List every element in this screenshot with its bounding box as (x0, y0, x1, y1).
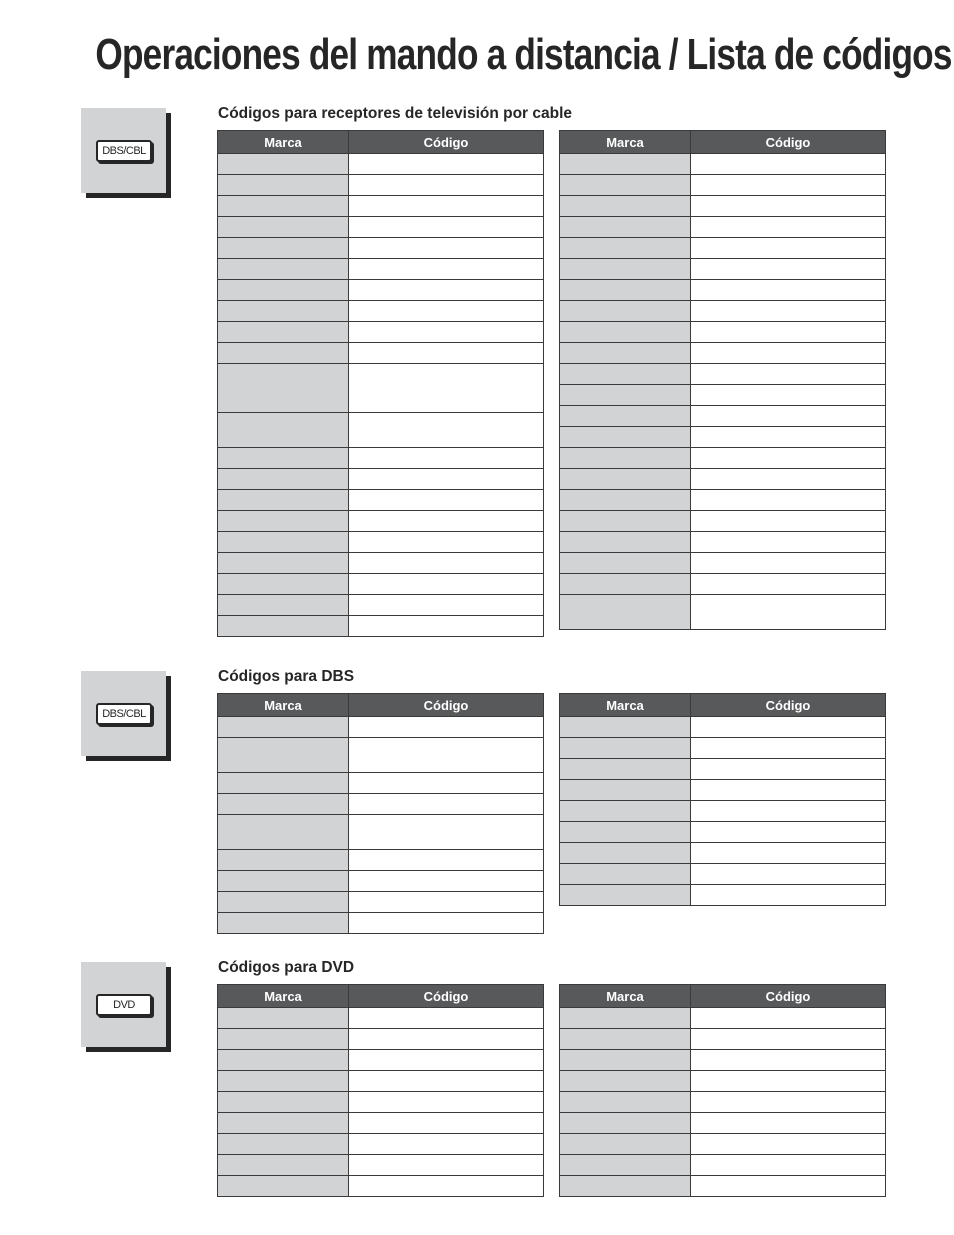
code-cell (349, 448, 544, 469)
dbs-cbl-button-icon (81, 108, 166, 193)
brand-cell (218, 364, 349, 413)
code-cell (349, 469, 544, 490)
brand-cell (560, 469, 691, 490)
table-row (560, 738, 886, 759)
code-cell (349, 490, 544, 511)
code-cell (349, 616, 544, 637)
code-cell (691, 1029, 886, 1050)
code-cell (691, 175, 886, 196)
brand-cell (560, 1050, 691, 1071)
code-cell (691, 301, 886, 322)
brand-cell (560, 385, 691, 406)
brand-cell (560, 574, 691, 595)
code-cell (349, 511, 544, 532)
code-cell (691, 511, 886, 532)
dbs-cbl-button-icon (81, 671, 166, 756)
column-header-brand: Marca (218, 131, 349, 154)
table-row (560, 448, 886, 469)
table-row (218, 490, 544, 511)
table-row (560, 1092, 886, 1113)
brand-cell (560, 1029, 691, 1050)
code-cell (691, 843, 886, 864)
brand-cell (560, 448, 691, 469)
brand-cell (218, 1092, 349, 1113)
table-row (218, 1134, 544, 1155)
table-row (218, 1008, 544, 1029)
code-cell (349, 364, 544, 413)
table-row (218, 364, 544, 413)
table-row (560, 154, 886, 175)
table-row (218, 913, 544, 934)
table-row (218, 322, 544, 343)
table-row (560, 532, 886, 553)
code-cell (691, 448, 886, 469)
code-cell (691, 885, 886, 906)
cable-codes-table-right (559, 130, 886, 630)
table-row (218, 616, 544, 637)
table-row (560, 427, 886, 448)
brand-cell (560, 843, 691, 864)
page-title: Operaciones del mando a distancia / Lista de códigos (95, 30, 952, 79)
code-cell (349, 196, 544, 217)
brand-cell (560, 238, 691, 259)
table-row (218, 469, 544, 490)
code-cell (691, 322, 886, 343)
brand-cell (560, 511, 691, 532)
brand-cell (560, 780, 691, 801)
brand-cell (560, 738, 691, 759)
table-row (560, 885, 886, 906)
brand-cell (560, 759, 691, 780)
dvd-section-heading: Códigos para DVD (218, 959, 355, 976)
column-header-brand: Marca (560, 985, 691, 1008)
code-cell (691, 1176, 886, 1197)
table-row (218, 259, 544, 280)
table-row (218, 1029, 544, 1050)
brand-cell (560, 301, 691, 322)
code-cell (691, 574, 886, 595)
table-row (560, 780, 886, 801)
code-cell (691, 343, 886, 364)
brand-cell (218, 913, 349, 934)
table-row (218, 154, 544, 175)
code-cell (349, 322, 544, 343)
brand-cell (218, 1071, 349, 1092)
code-cell (691, 532, 886, 553)
table-row (560, 406, 886, 427)
brand-cell (218, 154, 349, 175)
code-cell (349, 259, 544, 280)
brand-cell (218, 301, 349, 322)
brand-cell (560, 553, 691, 574)
table-row (218, 773, 544, 794)
code-cell (691, 1155, 886, 1176)
brand-cell (560, 1008, 691, 1029)
brand-cell (218, 511, 349, 532)
table-row (560, 1008, 886, 1029)
brand-cell (218, 815, 349, 850)
brand-cell (560, 427, 691, 448)
brand-cell (560, 595, 691, 630)
cable-section-heading: Códigos para receptores de televisión por cable (218, 105, 573, 122)
table-row (218, 511, 544, 532)
brand-cell (560, 885, 691, 906)
brand-cell (218, 794, 349, 815)
brand-cell (218, 717, 349, 738)
table-row (560, 822, 886, 843)
brand-cell (560, 1134, 691, 1155)
table-row (560, 1029, 886, 1050)
table-row (560, 553, 886, 574)
brand-cell (560, 175, 691, 196)
code-cell (349, 343, 544, 364)
brand-cell (218, 1176, 349, 1197)
brand-cell (560, 864, 691, 885)
table-row (218, 448, 544, 469)
brand-cell (218, 1155, 349, 1176)
table-row (560, 490, 886, 511)
table-row (560, 843, 886, 864)
table-row (560, 864, 886, 885)
table-row (218, 794, 544, 815)
table-row (560, 238, 886, 259)
table-row (218, 553, 544, 574)
table-row (560, 574, 886, 595)
brand-cell (218, 1029, 349, 1050)
code-cell (691, 154, 886, 175)
code-cell (349, 913, 544, 934)
brand-cell (560, 1176, 691, 1197)
code-cell (349, 738, 544, 773)
brand-cell (560, 343, 691, 364)
code-cell (691, 217, 886, 238)
table-row (560, 364, 886, 385)
code-cell (349, 815, 544, 850)
column-header-brand: Marca (560, 131, 691, 154)
brand-cell (218, 738, 349, 773)
table-row (218, 850, 544, 871)
table-row (560, 1134, 886, 1155)
table-row (218, 892, 544, 913)
code-cell (349, 1113, 544, 1134)
table-row (218, 343, 544, 364)
column-header-brand: Marca (218, 985, 349, 1008)
code-cell (349, 773, 544, 794)
brand-cell (218, 448, 349, 469)
code-cell (691, 717, 886, 738)
table-row (560, 469, 886, 490)
brand-cell (218, 259, 349, 280)
dbs-codes-table-left (217, 693, 544, 934)
table-row (560, 1155, 886, 1176)
column-header-code: Código (349, 985, 544, 1008)
code-cell (691, 385, 886, 406)
table-row (218, 1155, 544, 1176)
code-cell (349, 301, 544, 322)
brand-cell (218, 532, 349, 553)
brand-cell (560, 1155, 691, 1176)
brand-cell (560, 280, 691, 301)
table-row (560, 801, 886, 822)
column-header-code: Código (691, 131, 886, 154)
code-cell (691, 196, 886, 217)
brand-cell (560, 822, 691, 843)
code-cell (691, 1050, 886, 1071)
code-cell (349, 1176, 544, 1197)
brand-cell (560, 259, 691, 280)
code-cell (349, 892, 544, 913)
code-cell (691, 780, 886, 801)
table-row (218, 871, 544, 892)
code-cell (691, 1008, 886, 1029)
brand-cell (560, 217, 691, 238)
code-cell (349, 217, 544, 238)
code-cell (691, 864, 886, 885)
table-row (560, 322, 886, 343)
brand-cell (218, 574, 349, 595)
code-cell (349, 175, 544, 196)
code-cell (691, 469, 886, 490)
brand-cell (560, 490, 691, 511)
table-row (560, 1071, 886, 1092)
column-header-code: Código (691, 694, 886, 717)
table-row (218, 217, 544, 238)
brand-cell (218, 175, 349, 196)
brand-cell (218, 553, 349, 574)
table-row (560, 280, 886, 301)
table-row (218, 238, 544, 259)
code-cell (349, 794, 544, 815)
table-row (218, 1071, 544, 1092)
table-row (560, 595, 886, 630)
table-row (560, 175, 886, 196)
table-row (218, 301, 544, 322)
table-row (560, 1113, 886, 1134)
code-cell (349, 1071, 544, 1092)
brand-cell (560, 364, 691, 385)
brand-cell (218, 1008, 349, 1029)
table-row (560, 1176, 886, 1197)
table-row (218, 1176, 544, 1197)
dbs-cbl-key-label: DBS/CBL (96, 140, 152, 162)
brand-cell (560, 406, 691, 427)
table-row (218, 413, 544, 448)
table-row (218, 595, 544, 616)
code-cell (349, 532, 544, 553)
code-cell (349, 1092, 544, 1113)
table-row (560, 759, 886, 780)
brand-cell (218, 616, 349, 637)
dbs-codes-table-right (559, 693, 886, 906)
column-header-code: Código (349, 694, 544, 717)
code-cell (691, 1134, 886, 1155)
code-cell (691, 280, 886, 301)
dbs-section-heading: Códigos para DBS (218, 668, 355, 685)
table-row (218, 574, 544, 595)
code-cell (691, 1092, 886, 1113)
brand-cell (218, 217, 349, 238)
brand-cell (218, 871, 349, 892)
code-cell (349, 1050, 544, 1071)
brand-cell (218, 280, 349, 301)
code-cell (349, 717, 544, 738)
table-row (560, 343, 886, 364)
code-cell (349, 413, 544, 448)
code-cell (349, 574, 544, 595)
table-row (560, 511, 886, 532)
code-cell (691, 427, 886, 448)
code-cell (349, 154, 544, 175)
code-cell (349, 850, 544, 871)
code-cell (349, 1008, 544, 1029)
brand-cell (560, 1071, 691, 1092)
table-row (218, 196, 544, 217)
column-header-brand: Marca (560, 694, 691, 717)
brand-cell (560, 1092, 691, 1113)
dbs-cbl-key-label: DBS/CBL (96, 703, 152, 725)
column-header-code: Código (691, 985, 886, 1008)
brand-cell (218, 322, 349, 343)
cable-codes-table-left (217, 130, 544, 637)
brand-cell (560, 196, 691, 217)
dvd-key-label: DVD (96, 994, 152, 1016)
table-row (560, 301, 886, 322)
code-cell (349, 1155, 544, 1176)
code-cell (349, 1134, 544, 1155)
code-cell (349, 553, 544, 574)
dvd-codes-table-right (559, 984, 886, 1197)
table-row (218, 1050, 544, 1071)
table-row (560, 196, 886, 217)
table-row (560, 385, 886, 406)
code-cell (691, 738, 886, 759)
code-cell (691, 490, 886, 511)
code-cell (691, 364, 886, 385)
table-row (560, 259, 886, 280)
table-row (560, 217, 886, 238)
table-row (218, 175, 544, 196)
code-cell (691, 595, 886, 630)
table-row (218, 1092, 544, 1113)
brand-cell (218, 773, 349, 794)
column-header-brand: Marca (218, 694, 349, 717)
brand-cell (218, 238, 349, 259)
code-cell (691, 1113, 886, 1134)
brand-cell (560, 154, 691, 175)
brand-cell (560, 322, 691, 343)
brand-cell (218, 1050, 349, 1071)
brand-cell (218, 343, 349, 364)
table-row (560, 1050, 886, 1071)
code-cell (691, 822, 886, 843)
code-cell (349, 595, 544, 616)
brand-cell (218, 196, 349, 217)
code-cell (691, 1071, 886, 1092)
brand-cell (218, 1134, 349, 1155)
table-row (218, 717, 544, 738)
code-cell (349, 871, 544, 892)
brand-cell (560, 717, 691, 738)
brand-cell (560, 532, 691, 553)
brand-cell (218, 490, 349, 511)
brand-cell (218, 469, 349, 490)
brand-cell (218, 892, 349, 913)
column-header-code: Código (349, 131, 544, 154)
code-cell (691, 801, 886, 822)
code-cell (349, 238, 544, 259)
table-row (218, 738, 544, 773)
brand-cell (560, 801, 691, 822)
code-cell (349, 280, 544, 301)
code-cell (691, 406, 886, 427)
brand-cell (560, 1113, 691, 1134)
code-cell (691, 759, 886, 780)
table-row (218, 532, 544, 553)
brand-cell (218, 595, 349, 616)
brand-cell (218, 850, 349, 871)
brand-cell (218, 413, 349, 448)
dvd-button-icon (81, 962, 166, 1047)
table-row (218, 280, 544, 301)
dvd-codes-table-left (217, 984, 544, 1197)
code-cell (691, 238, 886, 259)
table-row (218, 815, 544, 850)
code-cell (691, 259, 886, 280)
brand-cell (218, 1113, 349, 1134)
table-row (218, 1113, 544, 1134)
table-row (560, 717, 886, 738)
code-cell (349, 1029, 544, 1050)
code-cell (691, 553, 886, 574)
